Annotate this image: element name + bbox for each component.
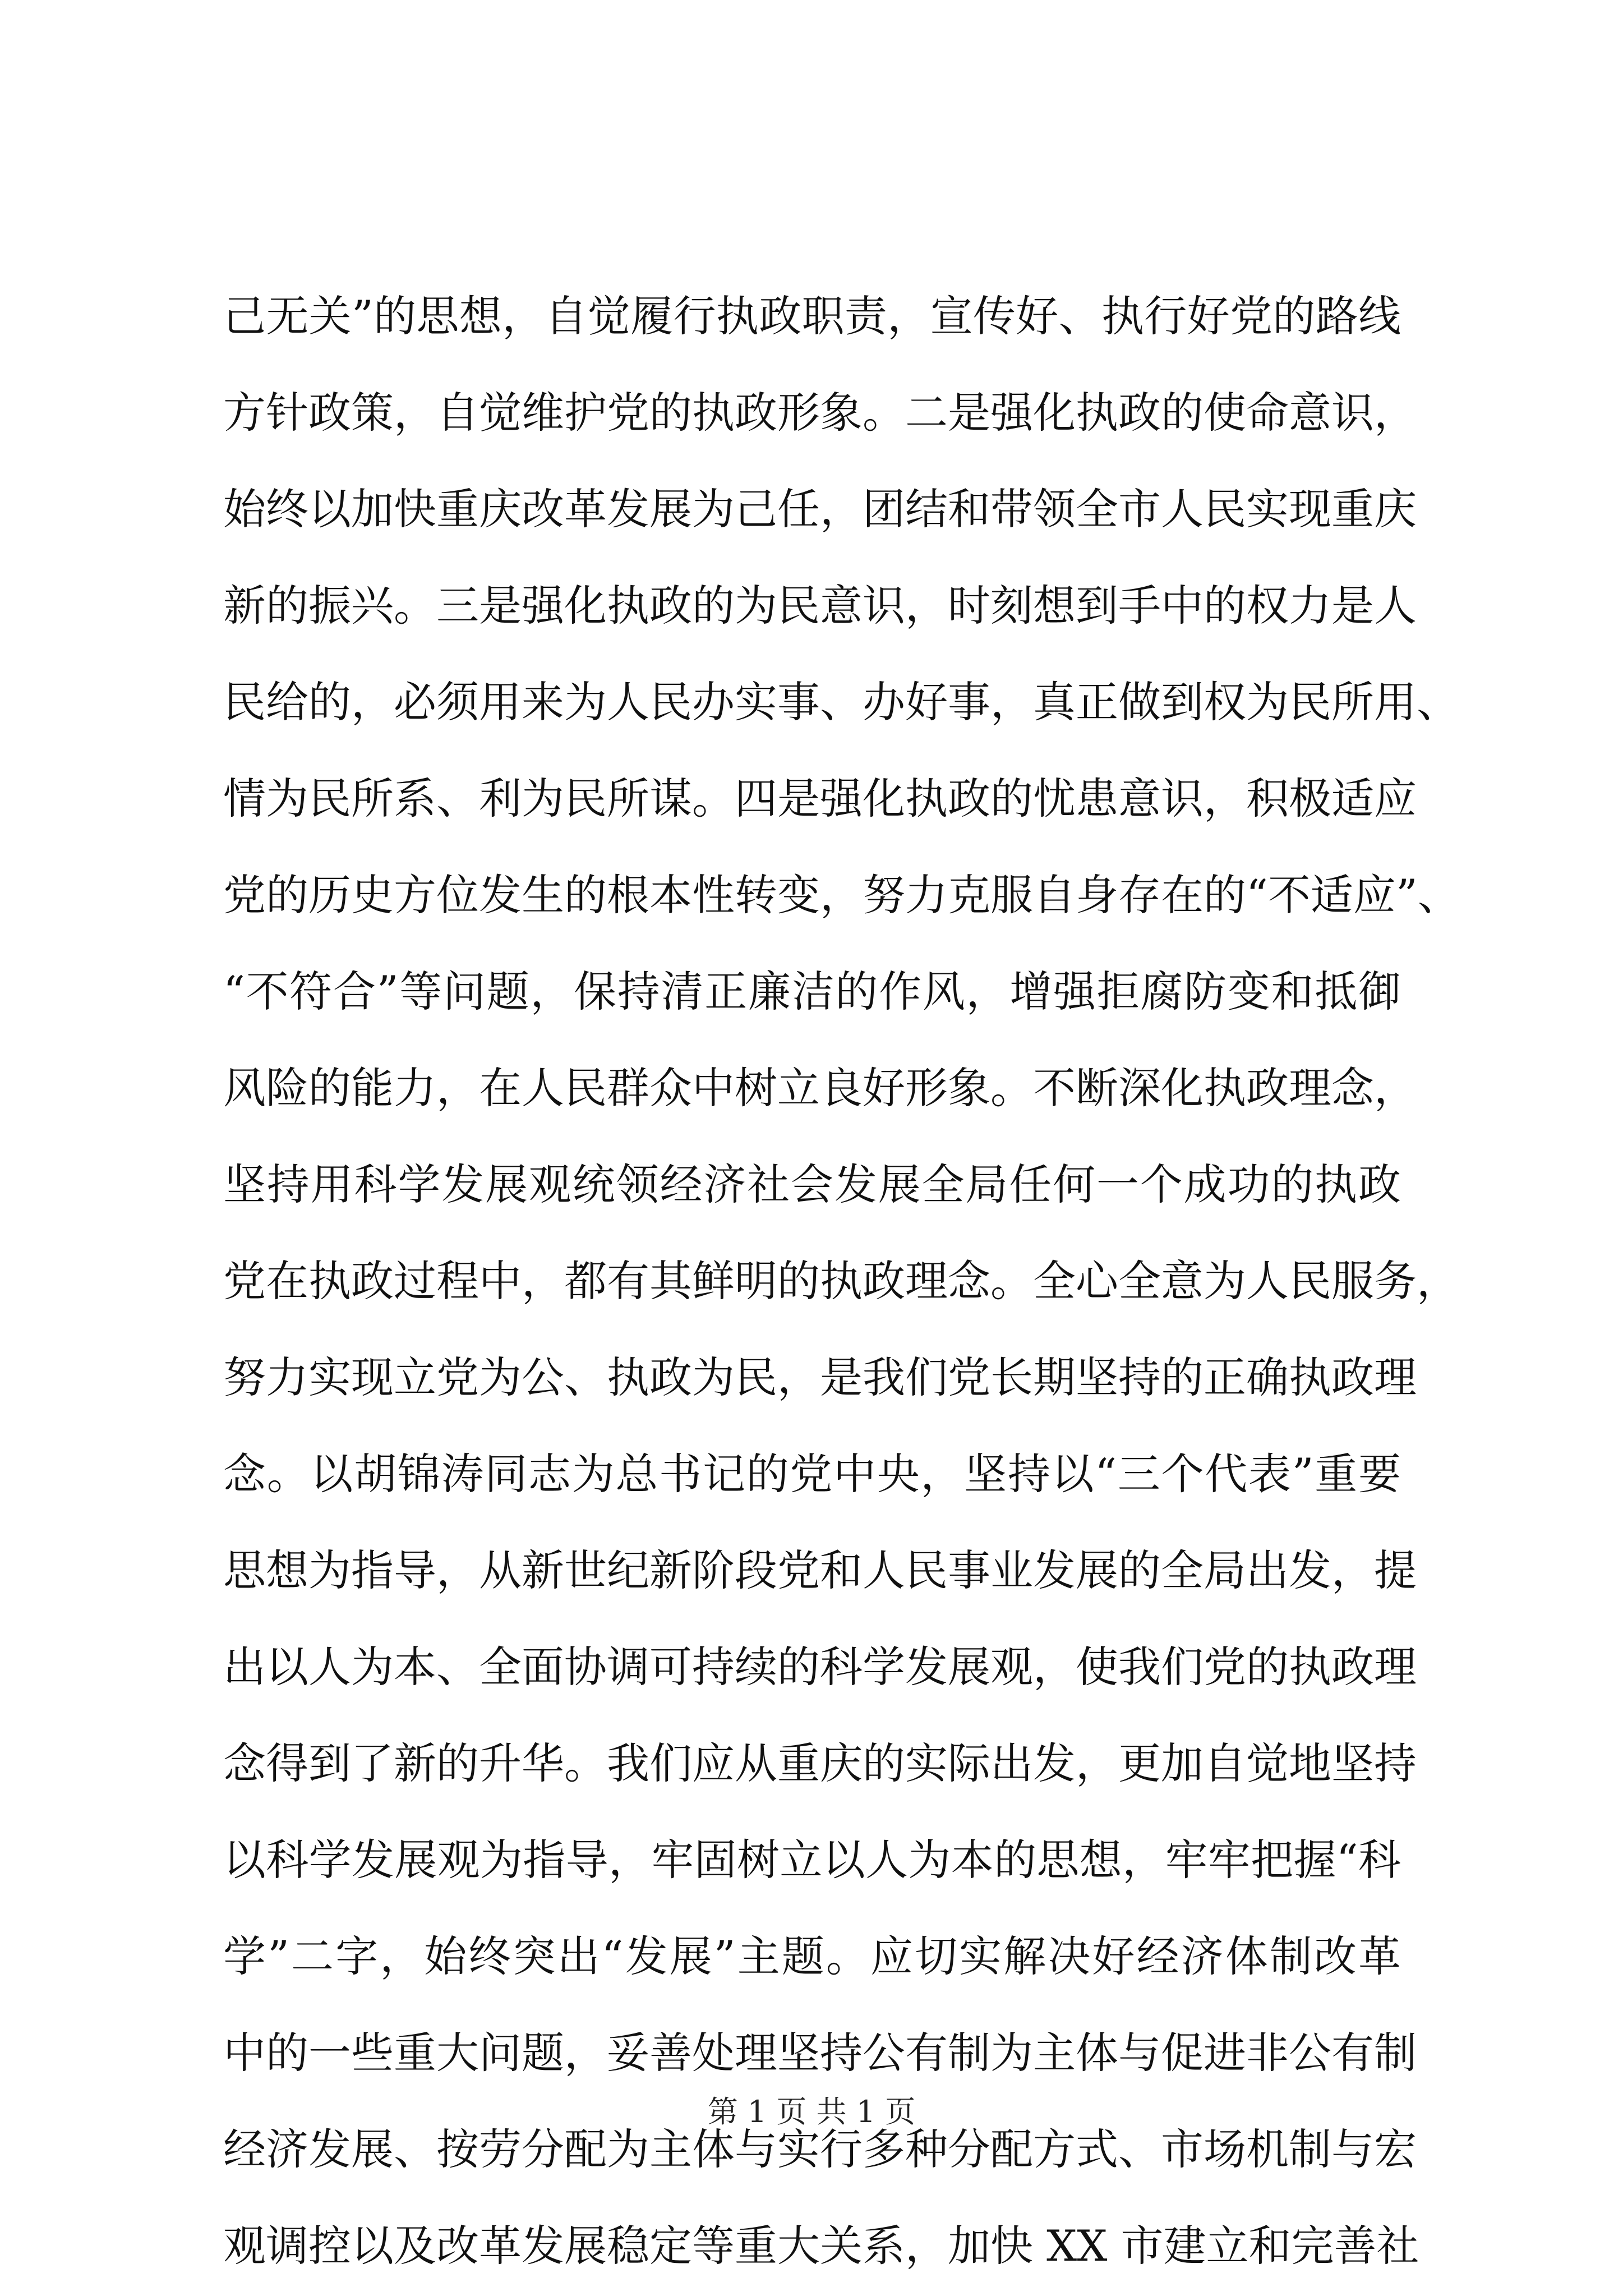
text-line: 观调控以及改革发展稳定等重大关系，加快 XX 市建立和完善社 xyxy=(223,2221,1419,2271)
text-line: “不符合”等问题，保持清正廉洁的作风，增强拒腐防变和抵御 xyxy=(223,967,1401,1016)
text-line: 始终以加快重庆改革发展为己任，团结和带领全市人民实现重庆 xyxy=(223,484,1417,534)
text-line: 学”二字，始终突出“发展”主题。应切实解决好经济体制改革 xyxy=(223,1931,1401,1981)
text-line: 出以人为本、全面协调可持续的科学发展观，使我们党的执政理 xyxy=(223,1642,1417,1692)
text-line: 以科学发展观为指导，牢固树立以人为本的思想，牢牢把握“科 xyxy=(223,1835,1401,1885)
body-text xyxy=(223,268,1460,2294)
page-footer xyxy=(0,2092,1623,2132)
text-line: 情为民所系、利为民所谋。四是强化执政的忧患意识，积极适应 xyxy=(223,774,1417,823)
text-line: 经济发展、按劳分配为主体与实行多种分配方式、市场机制与宏 xyxy=(223,2124,1417,2174)
text-line: 思想为指导，从新世纪新阶段党和人民事业发展的全局出发，提 xyxy=(223,1545,1417,1595)
text-line: 念得到了新的升华。我们应从重庆的实际出发，更加自觉地坚持 xyxy=(223,1738,1417,1788)
page-number-label: 第 1 页 共 1 页 xyxy=(707,2094,916,2129)
text-line: 民给的，必须用来为人民办实事、办好事，真正做到权为民所用、 xyxy=(223,677,1459,727)
text-line: 风险的能力，在人民群众中树立良好形象。不断深化执政理念， xyxy=(223,1063,1417,1113)
text-line: 坚持用科学发展观统领经济社会发展全局任何一个成功的执政 xyxy=(223,1159,1401,1209)
text-line: 新的振兴。三是强化执政的为民意识，时刻想到手中的权力是人 xyxy=(223,581,1417,631)
text-line: 党在执政过程中，都有其鲜明的执政理念。全心全意为人民服务， xyxy=(223,1256,1459,1306)
text-line: 党的历史方位发生的根本性转变，努力克服自身存在的“不适应”、 xyxy=(223,870,1460,920)
text-line: 念。以胡锦涛同志为总书记的党中央，坚持以“三个代表”重要 xyxy=(223,1449,1401,1499)
text-line: 己无关”的思想，自觉履行执政职责，宣传好、执行好党的路线 xyxy=(223,291,1401,341)
text-line: 努力实现立党为公、执政为民，是我们党长期坚持的正确执政理 xyxy=(223,1352,1417,1402)
text-line: 中的一些重大问题，妥善处理坚持公有制为主体与促进非公有制 xyxy=(223,2028,1417,2078)
text-line: 方针政策，自觉维护党的执政形象。二是强化执政的使命意识， xyxy=(223,388,1417,438)
